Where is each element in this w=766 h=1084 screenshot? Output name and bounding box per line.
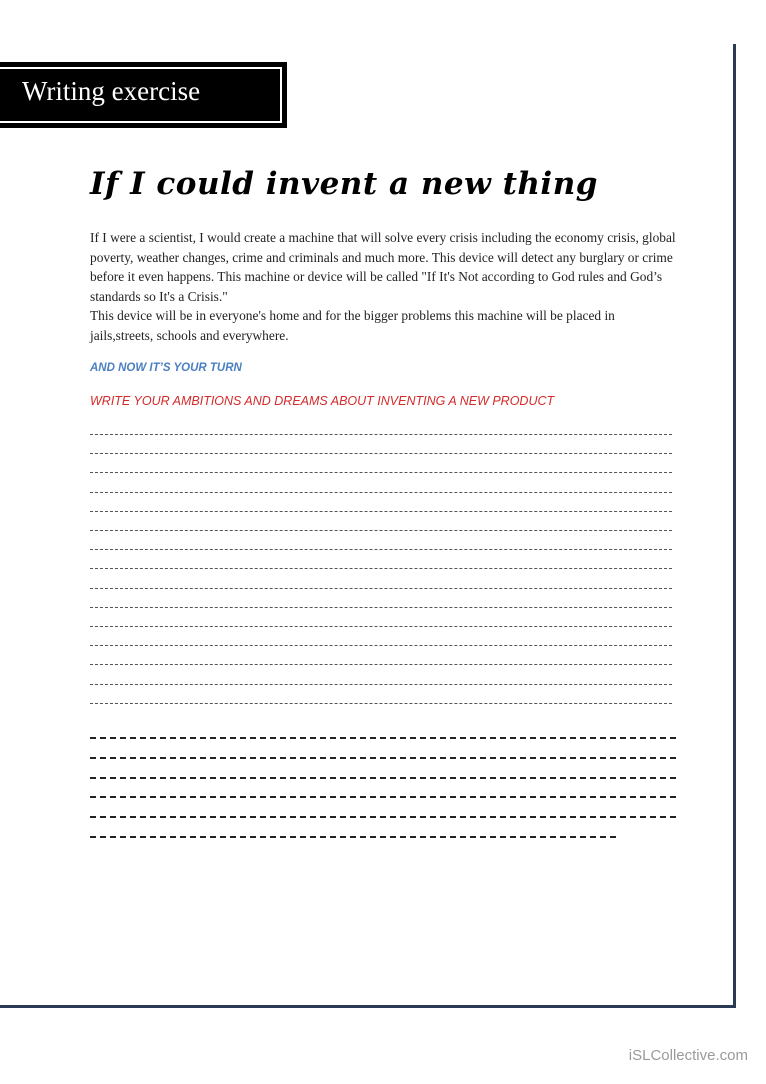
writing-line[interactable] (90, 664, 672, 665)
body-text (90, 228, 680, 346)
writing-line[interactable] (90, 737, 676, 739)
writing-line[interactable] (90, 530, 672, 531)
writing-line[interactable] (90, 588, 672, 589)
section-banner (0, 62, 287, 128)
writing-line[interactable] (90, 703, 672, 704)
paragraph-2: This device will be in everyone's home and for the bigger problems this machine will be placed in jails,streets, schools and everywhere. (90, 308, 615, 343)
page-border-right (733, 44, 736, 1008)
writing-line[interactable] (90, 836, 616, 838)
writing-line[interactable] (90, 434, 672, 435)
writing-line[interactable] (90, 568, 672, 569)
writing-line[interactable] (90, 684, 672, 685)
watermark: iSLCollective.com (628, 1047, 748, 1064)
writing-line[interactable] (90, 607, 672, 608)
banner-label: Writing exercise (22, 76, 201, 106)
writing-line[interactable] (90, 816, 676, 818)
writing-line[interactable] (90, 645, 672, 646)
writing-line[interactable] (90, 492, 672, 493)
writing-line[interactable] (90, 472, 672, 473)
writing-line[interactable] (90, 453, 672, 454)
writing-line[interactable] (90, 757, 676, 759)
writing-line[interactable] (90, 549, 672, 550)
writing-line[interactable] (90, 511, 672, 512)
writing-line[interactable] (90, 796, 676, 798)
writing-line[interactable] (90, 777, 676, 779)
writing-line[interactable] (90, 626, 672, 627)
paragraph-1: If I were a scientist, I would create a machine that will solve every crisis including the economy crisis, global poverty, weather changes, crime and criminals and much more. This device will detect any burglary or crime before it even happens. This machine or device will be called "If It's Not according to God rules and God’s standards so It's a Crisis." (90, 230, 676, 304)
page-title: If I could invent a new thing (90, 166, 598, 202)
turn-heading: AND NOW IT’S YOUR TURN (90, 362, 242, 374)
page-border-bottom (0, 1005, 736, 1008)
prompt-heading: WRITE YOUR AMBITIONS AND DREAMS ABOUT INVENTING A NEW PRODUCT (90, 394, 555, 408)
